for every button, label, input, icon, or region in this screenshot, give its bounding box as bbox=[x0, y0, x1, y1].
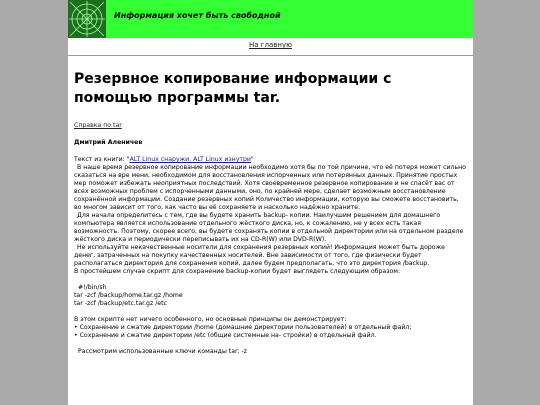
page-title: Резервное копирование информации с помощью программы tar. bbox=[74, 71, 392, 106]
tar-reference-link[interactable]: Справка по tar bbox=[74, 122, 122, 129]
author-name: Дмитрий Аленичев bbox=[74, 139, 143, 146]
site-slogan: Информация хочет быть свободной bbox=[114, 11, 281, 20]
paragraph-keys: Рассмотрим использованные ключи команды tar: -z bbox=[78, 348, 247, 355]
book-link[interactable]: ALT Linux снаружи. ALT Linux изнутри bbox=[129, 156, 251, 163]
code-line: tar -zcf /backup/home.tar.gz /home bbox=[74, 292, 183, 299]
code-line: #!/bin/sh bbox=[78, 284, 107, 291]
divider bbox=[68, 55, 473, 56]
spacer bbox=[74, 276, 467, 284]
top-navigation bbox=[68, 38, 473, 51]
source-line bbox=[74, 156, 467, 164]
list-item: • Сохранение и сжатие директории /etc (общие системные на- стройки) в отдельный файл. bbox=[74, 332, 377, 339]
paragraph-script-notes: В этом скрипте нет ничего особенного, но основные принципы он демонстрирует: bbox=[74, 316, 347, 323]
paragraph-storage: Для начала определитесь с тем, где вы будете хранить backup- копии. Наилучшим решением для домашнего компьютера является использование отдельного жёсткого диска, но, к сожалению, не у всех есть такая возможность. Поэтому, скорее всего, вы будете сохранять копии в отдельной директории или на отдельном разделе жёсткого диска и периодически переписывать их на CD-R(W) или DVD-R(W). bbox=[74, 212, 464, 243]
spacer bbox=[74, 308, 467, 316]
code-line: tar -zcf /backup/etc.tar.gz /etc bbox=[74, 300, 167, 307]
paragraph-media: Не используйте некачественные носители для сохранения резервных копий! Информация может быть дороже денег, затраченных на покупку качественных носителей. Вне зависимости от того, где физически будет располагаться директория для сохранения копий, далее будем предполагать, что это директория /backup. bbox=[74, 244, 445, 267]
site-banner bbox=[68, 0, 473, 38]
spiderweb-logo-icon bbox=[68, 0, 106, 38]
spacer bbox=[74, 340, 467, 348]
paragraph-intro: В наше время резервное копирование информации необходимо хотя бы по той причине, что её потеря может сильно сказаться на вре мени, необходимом для восстановления испорченных или потерянных данных. Принятие простых мер поможет избежать неоприятных последствий. Хотя своевременное резервное копирование и не спасёт вас от всех возможных проблем с испорченными данными, оно, по крайней мере, сделает возможным восстановление сохранённой информации. Создание резервных копий Количество информации, которую вы сможете восстановить, во многом зависит от того, как часто вы её сохраняете и насколько надёжно храните. bbox=[74, 164, 466, 211]
source-prefix: Текст из книги: " bbox=[74, 156, 130, 163]
reference-line bbox=[74, 122, 467, 130]
paragraph-script-intro: В простейшем случае скрипт для сохранение backup-копии будет выглядеть следующим образом: bbox=[74, 268, 401, 275]
source-suffix: " bbox=[250, 156, 254, 163]
list-item: • Сохранение и сжатие директории /home (домашние директории пользователей) в отдельный файл; bbox=[74, 324, 412, 331]
article bbox=[68, 70, 473, 356]
page-content bbox=[68, 38, 473, 405]
home-link[interactable]: На главную bbox=[249, 41, 292, 49]
